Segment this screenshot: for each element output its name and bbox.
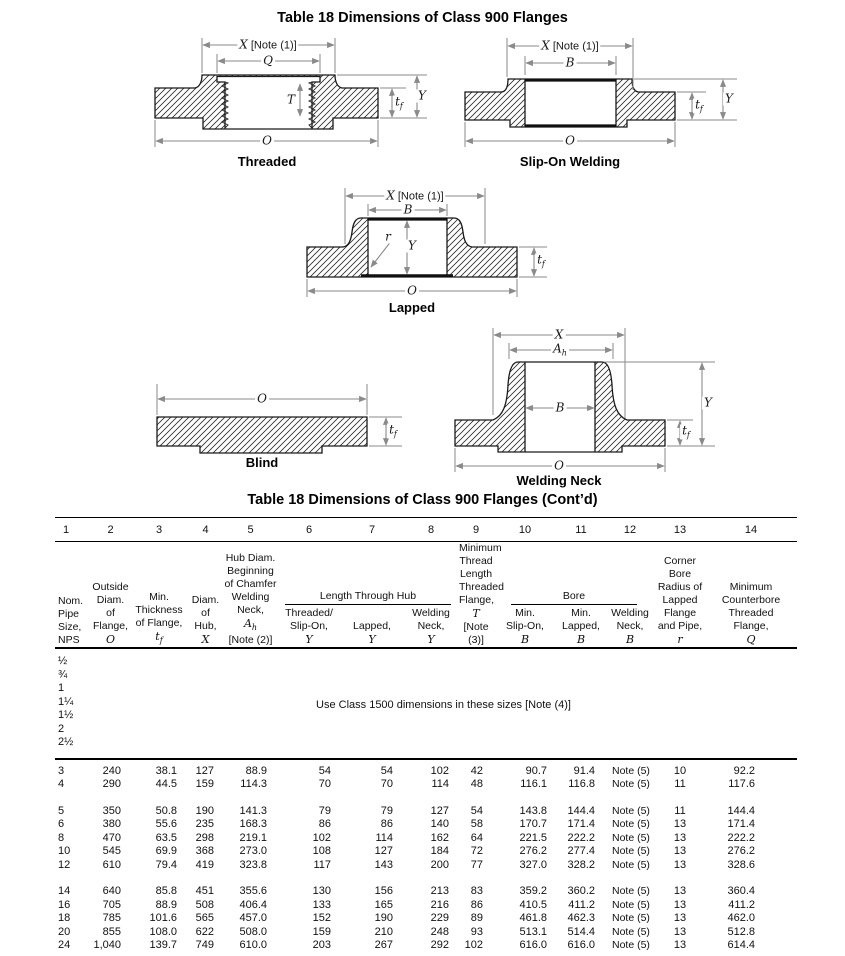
table-row xyxy=(55,859,797,873)
table-cell: Note (5) xyxy=(612,764,650,777)
header-hub-chamfer: Hub Diam. Beginning of Chamfer Welding Neck, $A_h$ [Note (2)] xyxy=(224,551,277,646)
table-row xyxy=(55,655,797,669)
table-cell: 276.2 xyxy=(519,845,547,857)
table-cell: 13 xyxy=(673,818,687,830)
table-cell: 705 xyxy=(102,898,121,911)
dim-label-y: Y xyxy=(704,395,712,410)
table-cell: 785 xyxy=(102,912,121,924)
table-cell: 102 xyxy=(464,939,483,951)
table-cell: 127 xyxy=(430,804,449,817)
page-title: Table 18 Dimensions of Class 900 Flanges xyxy=(277,10,568,26)
table-cell: 38.1 xyxy=(155,764,177,777)
table-cell: 114.3 xyxy=(240,778,267,790)
table-cell: 221.5 xyxy=(519,831,547,844)
dim-label-b: B xyxy=(555,400,565,415)
table-cell: 749 xyxy=(195,939,214,951)
table-cell: 298 xyxy=(195,831,214,844)
header-y-lapped: Lapped, Y xyxy=(353,620,391,646)
table-cell: 461.8 xyxy=(519,912,547,924)
caption-welding-neck: Welding Neck xyxy=(516,473,602,488)
table-cell: Note (5) xyxy=(612,912,650,924)
table-cell: 11 xyxy=(674,778,686,790)
table-row xyxy=(55,669,797,683)
table-cell: 200 xyxy=(430,858,449,871)
table-cell: 614.4 xyxy=(727,939,755,951)
table-cell: 328.6 xyxy=(727,858,755,871)
diagram-blind xyxy=(140,358,432,470)
header-y-welding-neck: Welding Neck, Y xyxy=(412,607,450,646)
table-cell: 203 xyxy=(312,939,331,951)
table-cell: 139.7 xyxy=(149,939,177,951)
column-number: 7 xyxy=(368,523,376,536)
blind-cross-section-drawing xyxy=(140,358,432,470)
class-1500-note: Use Class 1500 dimensions in these sizes [Note (4)] xyxy=(316,699,571,711)
table-cell: 54 xyxy=(470,804,483,817)
table-cell: 451 xyxy=(195,885,214,897)
table-cell: 89 xyxy=(470,912,483,924)
table-cell-nps: 5 xyxy=(58,804,65,817)
table-cell: 88.9 xyxy=(155,898,177,911)
header-bore-welding-neck: Welding Neck, B xyxy=(611,607,649,646)
table-cell: Note (5) xyxy=(612,831,650,844)
table-cell: 54 xyxy=(380,764,393,777)
table-cell: 610.0 xyxy=(239,939,267,951)
table-cell: 411.2 xyxy=(728,898,755,911)
column-number: 3 xyxy=(155,523,163,536)
table-cell: 462.0 xyxy=(727,912,755,924)
header-counterbore: Minimum Counterbore Threaded Flange, Q xyxy=(721,581,781,646)
table-cell: Note (5) xyxy=(612,778,650,790)
column-number: 4 xyxy=(202,523,209,536)
header-y-threaded-slip-on: Threaded/ Slip-On, Y xyxy=(285,607,333,646)
table-cell: 77 xyxy=(470,858,483,871)
column-number: 9 xyxy=(472,523,480,536)
table-cell: 216 xyxy=(430,898,449,911)
small-sizes-group xyxy=(55,649,797,758)
table-row-group xyxy=(55,805,797,873)
table-cell: 54 xyxy=(318,764,331,777)
caption-slip-on: Slip-On Welding xyxy=(519,154,621,169)
table-cell: 114 xyxy=(431,778,449,790)
table-row xyxy=(55,682,797,696)
table-cell: 13 xyxy=(673,898,687,911)
table-cell: 350 xyxy=(102,804,121,817)
table-cell: 565 xyxy=(195,912,214,924)
table-cell: 616.0 xyxy=(519,939,547,951)
column-number: 5 xyxy=(247,523,254,536)
table-row xyxy=(55,805,797,819)
table-row xyxy=(55,723,797,737)
table-cell: 101.6 xyxy=(149,912,177,924)
table-cell: 85.8 xyxy=(155,885,177,897)
table-row-group xyxy=(55,885,797,956)
header-bore-slip-on: Min. Slip-On, B xyxy=(506,607,544,646)
table-cell: 419 xyxy=(195,858,214,871)
table-cell: 267 xyxy=(374,939,393,951)
table-cell: 171.4 xyxy=(567,818,595,830)
table-cell: 152 xyxy=(312,912,331,924)
table-cell: 323.8 xyxy=(239,858,267,871)
dim-label-q: Q xyxy=(263,53,273,68)
table-cell: 213 xyxy=(430,885,449,897)
table-row xyxy=(55,765,797,779)
table-cell: 143 xyxy=(374,858,393,871)
table-cell: 277.4 xyxy=(567,845,595,857)
group-header-length-through-hub: Length Through Hub xyxy=(285,590,451,605)
table-cell-nps: 4 xyxy=(58,778,65,790)
table-cell: 116.8 xyxy=(568,778,595,790)
table-row xyxy=(55,709,797,723)
dim-label-b: B xyxy=(403,202,413,217)
header-outside-diam: Outside Diam. of Flange, O xyxy=(92,581,129,646)
table-cell: 368 xyxy=(195,845,214,857)
dim-label-x: X [Note (1)] xyxy=(239,37,297,52)
table-cell: 64 xyxy=(470,831,483,844)
table-cell: 406.4 xyxy=(239,898,267,911)
group-header-bore: Bore xyxy=(511,590,637,605)
table-row xyxy=(55,845,797,859)
column-number: 2 xyxy=(107,523,114,536)
table-cell: Note (5) xyxy=(612,818,650,830)
dimensions-table xyxy=(55,517,797,956)
table-cell: 1,040 xyxy=(93,939,121,951)
table-cell-nps: 2 xyxy=(58,722,65,735)
caption-lapped: Lapped xyxy=(388,300,436,315)
table-cell: 240 xyxy=(102,764,121,777)
dim-label-y: Y xyxy=(418,88,426,103)
table-cell: 276.2 xyxy=(727,845,755,857)
table-title-contd: Table 18 Dimensions of Class 900 Flanges (Cont’d) xyxy=(247,492,598,508)
table-cell: 127 xyxy=(374,845,393,857)
dim-label-tf: $t_f$ xyxy=(389,422,397,439)
column-number: 12 xyxy=(623,523,637,536)
table-cell: 355.6 xyxy=(239,885,267,897)
table-cell: 411.2 xyxy=(568,898,595,911)
table-cell: 13 xyxy=(673,858,687,871)
table-cell: 63.5 xyxy=(155,831,177,844)
dim-label-tf: $t_f$ xyxy=(395,94,403,111)
table-cell: 168.3 xyxy=(239,818,267,830)
dim-label-b: B xyxy=(565,55,575,70)
dim-label-r: r xyxy=(385,229,391,244)
table-cell: 210 xyxy=(374,925,393,938)
table-cell: 222.2 xyxy=(727,831,755,844)
table-cell: 462.3 xyxy=(567,912,595,924)
table-cell: 235 xyxy=(195,818,214,830)
dim-label-x: X [Note (1)] xyxy=(541,38,599,53)
table-cell: 360.2 xyxy=(567,885,595,897)
table-cell: 108 xyxy=(312,845,331,857)
table-cell: 165 xyxy=(374,898,393,911)
table-cell: 116.1 xyxy=(520,778,547,790)
dim-label-o: O xyxy=(257,391,267,406)
table-cell: Note (5) xyxy=(612,898,650,911)
table-cell: Note (5) xyxy=(612,925,650,938)
table-cell: 79.4 xyxy=(155,858,177,871)
table-cell-nps: 2½ xyxy=(58,736,74,748)
header-thread-length: Minimum Thread Length Threaded Flange, T [Note (3)] xyxy=(459,542,504,646)
table-cell: 92.2 xyxy=(733,764,755,777)
table-cell: 327.0 xyxy=(519,858,547,871)
table-cell: 86 xyxy=(470,898,483,911)
diagram-threaded xyxy=(140,30,432,180)
table-row xyxy=(55,778,797,792)
table-cell: 141.3 xyxy=(239,804,267,817)
table-cell: 513.1 xyxy=(519,925,547,938)
table-cell: Note (5) xyxy=(612,939,650,951)
table-cell: 143.8 xyxy=(519,804,547,817)
table-cell-nps: 3 xyxy=(58,764,65,777)
table-cell-nps: ½ xyxy=(58,655,68,667)
header-corner-radius: Corner Bore Radius of Lapped Flange and Pipe, r xyxy=(657,555,703,646)
table-cell: 144.4 xyxy=(727,804,755,817)
table-row xyxy=(55,912,797,926)
table-cell: 292 xyxy=(430,939,449,951)
table-cell: 86 xyxy=(318,818,331,830)
dim-label-tf: $t_f$ xyxy=(682,423,690,440)
table-cell: 248 xyxy=(430,925,449,938)
table-row xyxy=(55,885,797,899)
table-cell: Note (5) xyxy=(612,885,650,897)
table-cell: 457.0 xyxy=(239,912,267,924)
table-cell: 10 xyxy=(673,764,687,777)
table-cell: 79 xyxy=(318,804,331,817)
table-cell: 50.8 xyxy=(155,804,177,817)
table-cell-nps: 20 xyxy=(58,925,71,938)
table-cell: 130 xyxy=(312,885,331,897)
dim-label-o: O xyxy=(554,458,564,473)
table-cell-nps: 1¼ xyxy=(58,695,74,708)
table-cell-nps: ¾ xyxy=(58,668,68,681)
header-nps: Nom. Pipe Size, NPS xyxy=(58,595,84,646)
table-cell-nps: 1 xyxy=(58,682,65,694)
table-cell: 11 xyxy=(674,804,686,817)
table-cell: 855 xyxy=(102,925,121,938)
dim-label-o: O xyxy=(262,133,272,148)
table-cell: 219.1 xyxy=(239,831,267,844)
table-cell: 44.5 xyxy=(155,778,177,790)
table-row xyxy=(55,832,797,846)
table-cell: 610 xyxy=(102,858,121,871)
table-cell: 545 xyxy=(102,845,121,857)
table-cell: 360.4 xyxy=(727,885,755,897)
table-cell-nps: 24 xyxy=(58,939,71,951)
table-cell: 13 xyxy=(673,885,687,897)
dim-label-o: O xyxy=(407,283,417,298)
table-row-group xyxy=(55,760,797,792)
table-cell: 83 xyxy=(470,885,483,897)
table-cell: 184 xyxy=(430,845,449,857)
diagram-welding-neck xyxy=(445,323,730,493)
table-cell: 70 xyxy=(380,778,393,790)
table-cell: 159 xyxy=(195,778,214,790)
table-cell: 144.4 xyxy=(567,804,595,817)
table-cell: 508 xyxy=(195,898,214,911)
table-cell: 159 xyxy=(312,925,331,938)
table-row xyxy=(55,899,797,913)
column-number: 13 xyxy=(673,523,687,536)
diagram-slip-on xyxy=(450,30,742,180)
table-cell: 88.9 xyxy=(245,764,267,777)
table-cell: 58 xyxy=(470,818,483,830)
table-cell: 290 xyxy=(102,778,121,790)
table-cell: 229 xyxy=(430,912,449,924)
table-cell: 380 xyxy=(102,818,121,830)
table-cell: 48 xyxy=(470,778,483,790)
header-bore-lapped: Min. Lapped, B xyxy=(562,607,600,646)
table-cell: 13 xyxy=(673,845,687,857)
table-cell: 508.0 xyxy=(239,925,267,938)
table-cell: 86 xyxy=(380,818,393,830)
dim-label-x: X xyxy=(554,327,564,342)
table-cell: 410.5 xyxy=(519,898,547,911)
table-cell: 70 xyxy=(318,778,331,790)
table-cell-nps: 14 xyxy=(58,885,71,897)
table-cell: 42 xyxy=(470,764,483,777)
column-number-row xyxy=(55,518,797,541)
column-number: 1 xyxy=(63,523,70,536)
table-cell: 273.0 xyxy=(239,845,267,857)
dim-label-t: T xyxy=(286,92,296,107)
column-number: 11 xyxy=(575,523,587,536)
table-cell-nps: 18 xyxy=(58,912,71,924)
table-cell-nps: 10 xyxy=(58,845,71,857)
table-row xyxy=(55,736,797,750)
table-header-row xyxy=(55,542,797,647)
caption-blind: Blind xyxy=(245,455,279,470)
table-cell: 102 xyxy=(430,764,449,777)
dim-label-tf: $t_f$ xyxy=(695,97,703,114)
dim-label-y: Y xyxy=(408,238,416,253)
table-cell: 13 xyxy=(673,912,687,924)
welding-neck-cross-section-drawing xyxy=(445,323,730,493)
table-cell: 90.7 xyxy=(525,764,547,777)
table-cell: 470 xyxy=(102,831,121,844)
table-cell: 127 xyxy=(195,764,214,777)
table-cell-nps: 12 xyxy=(58,858,71,871)
table-cell: 117 xyxy=(313,858,331,871)
table-row xyxy=(55,818,797,832)
table-cell: 13 xyxy=(673,925,687,938)
dim-label-o: O xyxy=(565,133,575,148)
table-cell: 190 xyxy=(195,804,214,817)
table-cell: 108.0 xyxy=(149,925,177,938)
table-cell: 13 xyxy=(673,939,687,951)
table-cell: 514.4 xyxy=(567,925,595,938)
table-cell: 622 xyxy=(195,925,214,938)
table-cell: 72 xyxy=(470,845,483,857)
table-cell: 162 xyxy=(430,831,449,844)
dim-label-x: X [Note (1)] xyxy=(386,188,444,203)
table-cell-nps: 1½ xyxy=(58,709,74,721)
table-row xyxy=(55,926,797,940)
table-cell: 512.8 xyxy=(727,925,755,938)
table-cell: 55.6 xyxy=(155,818,177,830)
dim-label-y: Y xyxy=(725,91,733,106)
table-cell: 170.7 xyxy=(519,818,547,830)
table-cell: 328.2 xyxy=(567,858,595,871)
table-cell: 102 xyxy=(312,831,331,844)
table-cell: Note (5) xyxy=(612,845,650,857)
table-cell: Note (5) xyxy=(612,804,650,817)
header-min-thickness: Min. Thickness of Flange, $t_f$ xyxy=(135,590,183,645)
table-cell: 359.2 xyxy=(519,885,547,897)
table-row xyxy=(55,939,797,953)
column-number: 6 xyxy=(305,523,313,536)
table-cell: 91.4 xyxy=(573,764,595,777)
table-cell: 69.9 xyxy=(155,845,177,857)
table-cell: 616.0 xyxy=(567,939,595,951)
table-cell: 190 xyxy=(374,912,393,924)
column-number: 10 xyxy=(518,523,532,536)
table-cell: 640 xyxy=(102,885,121,897)
header-hub-diam: Diam. of Hub, X xyxy=(191,594,220,646)
table-cell: 171.4 xyxy=(727,818,755,830)
table-cell: 133 xyxy=(312,898,331,911)
table-cell: 79 xyxy=(380,804,393,817)
dim-label-ah: $A_h$ xyxy=(553,341,567,358)
table-cell-nps: 6 xyxy=(58,818,65,830)
table-cell: Note (5) xyxy=(612,858,650,871)
table-cell: 13 xyxy=(673,831,687,844)
table-cell: 117.6 xyxy=(728,778,755,790)
caption-threaded: Threaded xyxy=(237,154,297,169)
table-cell: 93 xyxy=(470,925,483,938)
table-cell: 222.2 xyxy=(567,831,595,844)
table-cell: 156 xyxy=(374,885,393,897)
table-cell: 114 xyxy=(375,831,393,844)
table-cell: 140 xyxy=(430,818,449,830)
table-cell-nps: 8 xyxy=(58,831,65,844)
diagram-lapped xyxy=(295,178,560,320)
column-number: 8 xyxy=(427,523,435,536)
column-number: 14 xyxy=(744,523,758,536)
dim-label-tf: $t_f$ xyxy=(537,252,545,269)
table-cell-nps: 16 xyxy=(58,898,71,911)
